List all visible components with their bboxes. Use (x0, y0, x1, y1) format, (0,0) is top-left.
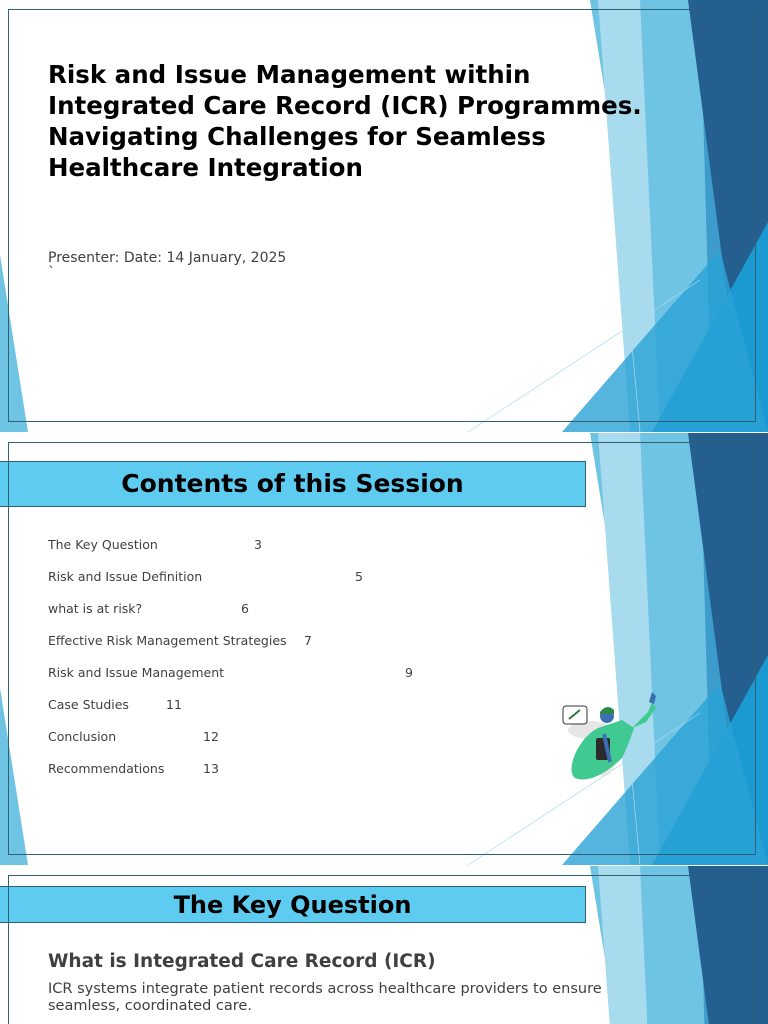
toc-item-label: Case Studies (48, 697, 129, 712)
icr-paragraph: ICR systems integrate patient records across healthcare providers to ensure seamless, coordinated care. (48, 981, 602, 1014)
toc-item-page: 3 (254, 537, 262, 552)
toc-item (48, 569, 363, 601)
toc-item (48, 537, 287, 569)
toc-item-page: 7 (304, 633, 312, 648)
toc-item (48, 665, 413, 697)
toc-item-page: 9 (405, 665, 413, 680)
toc-item (48, 729, 287, 761)
toc-item-page: 5 (355, 569, 363, 584)
table-of-contents (48, 537, 413, 793)
toc-item (48, 761, 287, 793)
toc-item-page: 11 (166, 697, 182, 712)
toc-item-page: 13 (203, 761, 219, 776)
toc-item-label: The Key Question (48, 537, 158, 552)
toc-item (48, 633, 312, 665)
toc-item-label: Risk and Issue Management (48, 665, 225, 680)
presenter-date-line: Presenter: Date: 14 January, 2025 (48, 250, 287, 266)
key-question-slide (0, 866, 768, 1024)
presentation-title: Risk and Issue Management within Integrated Care Record (ICR) Programmes. Navigating Challenges for Seamless Healthcare Integration (48, 60, 642, 182)
key-question-heading: The Key Question (0, 886, 586, 923)
toc-item (48, 601, 287, 633)
title-slide (0, 0, 768, 432)
contents-heading: Contents of this Session (0, 461, 586, 507)
toc-item-label: what is at risk? (48, 601, 143, 616)
toc-item-label: Risk and Issue Definition (48, 569, 203, 584)
stray-character: ` (48, 265, 55, 281)
toc-item (48, 697, 287, 729)
toc-item-label: Conclusion (48, 729, 117, 744)
toc-item-label: Effective Risk Management Strategies (48, 633, 287, 648)
icr-subheading: What is Integrated Care Record (ICR) (48, 951, 436, 972)
contents-slide (0, 433, 768, 865)
toc-item-label: Recommendations (48, 761, 165, 776)
person-waving-illustration (560, 688, 665, 788)
toc-item-page: 12 (203, 729, 219, 744)
toc-item-page: 6 (241, 601, 249, 616)
